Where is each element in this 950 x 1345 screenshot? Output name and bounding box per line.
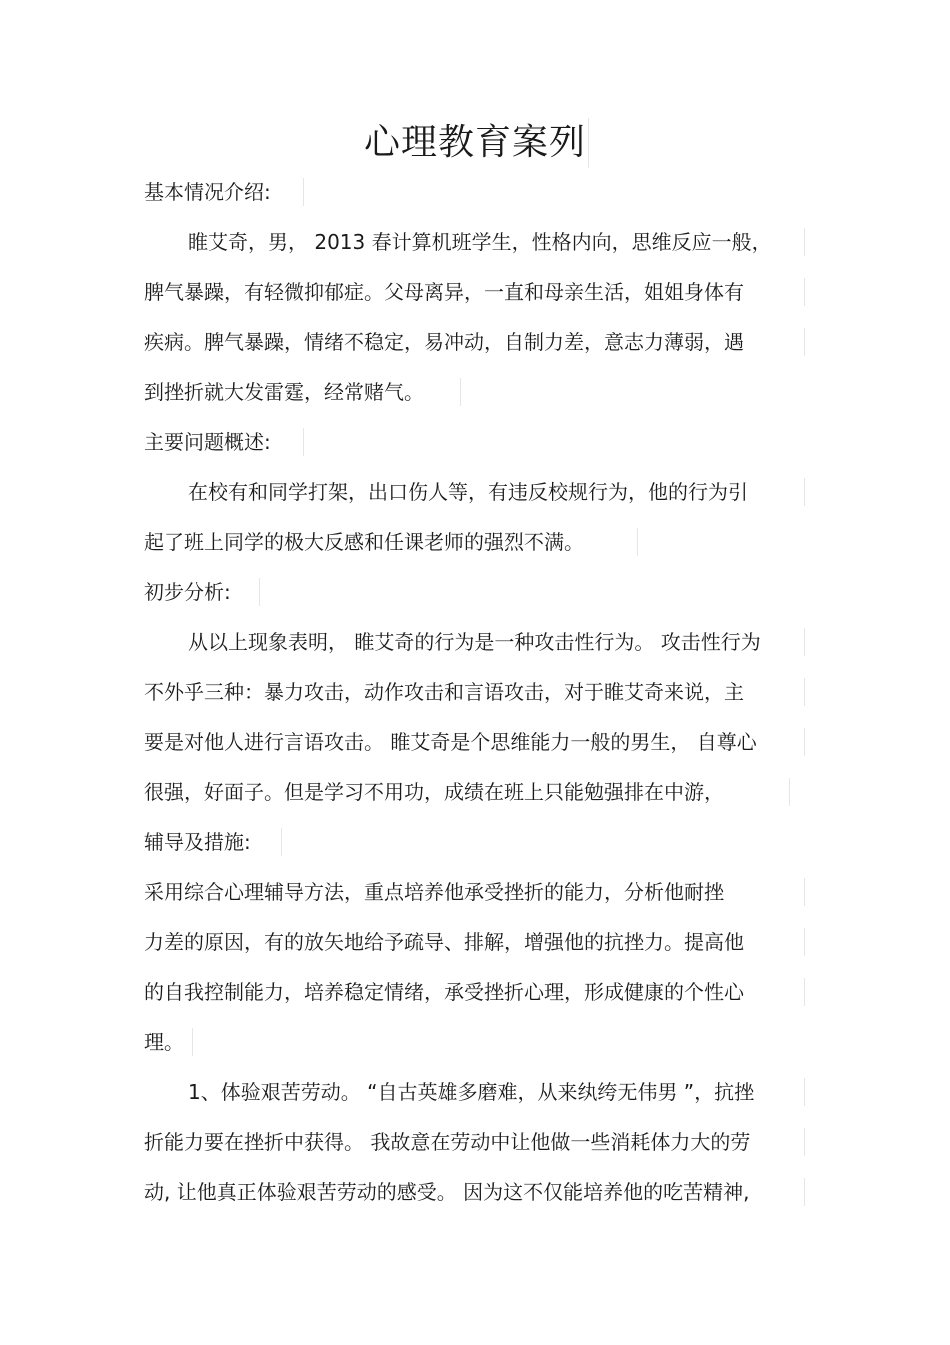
paragraph-line: 从以上现象表明， 睢艾奇的行为是一种攻击性行为。 攻击性行为 <box>188 630 761 654</box>
paragraph-line: 疾病。脾气暴躁，情绪不稳定，易冲动，自制力差，意志力薄弱，遇 <box>144 330 744 354</box>
paragraph-line: 到挫折就大发雷霆，经常赌气。 <box>144 380 424 404</box>
line-divider <box>804 1128 805 1156</box>
paragraph-line: 1、体验艰苦劳动。 “自古英雄多磨难，从来纨绔无伟男 ”，抗挫 <box>188 1080 755 1104</box>
paragraph-line: 的自我控制能力，培养稳定情绪，承受挫折心理，形成健康的个性心 <box>144 980 744 1004</box>
paragraph-line: 折能力要在挫折中获得。 我故意在劳动中让他做一些消耗体力大的劳 <box>144 1130 751 1154</box>
line-divider <box>804 928 805 956</box>
paragraph-line: 起了班上同学的极大反感和任课老师的强烈不满。 <box>144 530 584 554</box>
line-divider <box>804 978 805 1006</box>
line-divider <box>259 578 260 606</box>
line-divider <box>804 628 805 656</box>
section-heading-basic-info: 基本情况介绍: <box>144 180 271 204</box>
paragraph-line: 力差的原因，有的放矢地给予疏导、排解，增强他的抗挫力。提高他 <box>144 930 744 954</box>
line-divider <box>804 328 805 356</box>
line-divider <box>804 678 805 706</box>
paragraph-line: 要是对他人进行言语攻击。 睢艾奇是个思维能力一般的男生， 自尊心 <box>144 730 757 754</box>
line-divider <box>460 378 461 406</box>
paragraph-line: 很强，好面子。但是学习不用功，成绩在班上只能勉强排在中游， <box>144 780 724 804</box>
paragraph-line: 采用综合心理辅导方法，重点培养他承受挫折的能力，分析他耐挫 <box>144 880 724 904</box>
line-divider <box>789 778 790 806</box>
line-divider <box>303 428 304 456</box>
line-divider <box>281 828 282 856</box>
section-heading-main-problems: 主要问题概述: <box>144 430 271 454</box>
document-title: 心理教育案列 <box>363 122 586 163</box>
line-divider <box>804 728 805 756</box>
line-divider <box>637 528 638 556</box>
paragraph-line: 动, 让他真正体验艰苦劳动的感受。 因为这不仅能培养他的吃苦精神, <box>144 1180 750 1204</box>
section-heading-analysis: 初步分析: <box>144 580 231 604</box>
line-divider <box>804 1178 805 1206</box>
line-divider <box>804 478 805 506</box>
paragraph-line: 脾气暴躁，有轻微抑郁症。父母离异，一直和母亲生活，姐姐身体有 <box>144 280 744 304</box>
title-divider <box>588 118 589 168</box>
line-divider <box>804 878 805 906</box>
line-divider <box>192 1028 193 1056</box>
paragraph-line: 在校有和同学打架，出口伤人等，有违反校规行为，他的行为引 <box>188 480 748 504</box>
line-divider <box>804 228 805 256</box>
line-divider <box>303 178 304 206</box>
line-divider <box>804 1078 805 1106</box>
line-divider <box>804 278 805 306</box>
paragraph-line: 睢艾奇，男， 2013 春计算机班学生，性格内向，思维反应一般， <box>188 230 772 254</box>
section-heading-measures: 辅导及措施: <box>144 830 251 854</box>
paragraph-line: 不外乎三种：暴力攻击，动作攻击和言语攻击，对于睢艾奇来说，主 <box>144 680 744 704</box>
paragraph-line: 理。 <box>144 1030 184 1054</box>
